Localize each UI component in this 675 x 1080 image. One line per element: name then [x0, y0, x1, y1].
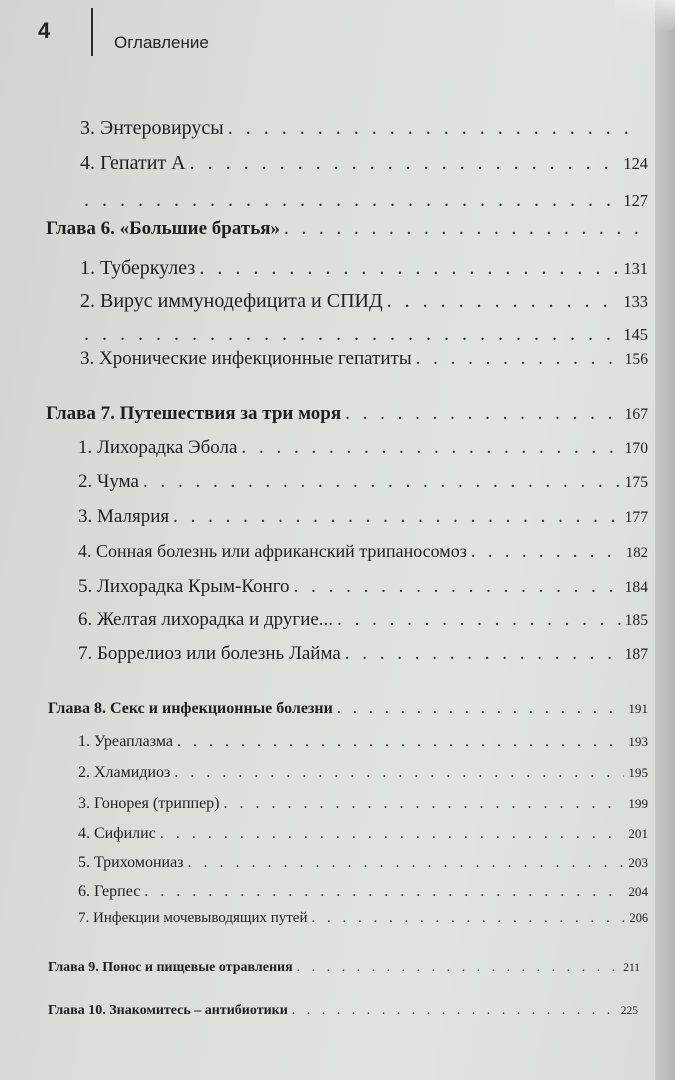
- toc-entry-title: 3. Гонорея (триппер): [78, 795, 220, 812]
- dot-leader: [416, 348, 621, 370]
- toc-entry[interactable]: [80, 152, 648, 175]
- toc-entry-page: 193: [628, 734, 648, 749]
- dot-leader: [84, 189, 619, 212]
- toc-entry-page: 182: [625, 545, 648, 561]
- dot-leader: [297, 960, 620, 976]
- toc-entry-page: 206: [629, 911, 648, 925]
- toc-entry[interactable]: [78, 910, 648, 927]
- toc-entry-page: 156: [624, 351, 648, 368]
- dot-leader: [187, 854, 624, 872]
- toc-entry-title: 4. Сифилис: [78, 825, 156, 842]
- toc-entry-page: 199: [628, 796, 648, 811]
- section-title: Оглавление: [114, 33, 209, 52]
- toc-entry-title: 1. Туберкулез: [80, 257, 196, 279]
- dot-leader: [143, 471, 621, 493]
- toc-entry-title: 7. Инфекции мочевыводящих путей: [78, 910, 308, 926]
- toc-entry[interactable]: [80, 323, 648, 346]
- toc-entry-title: 7. Боррелиоз или болезнь Лайма: [78, 643, 341, 664]
- toc-entry-title: 5. Лихорадка Крым-Конго: [78, 576, 290, 597]
- toc-entry-page: 225: [620, 1005, 638, 1017]
- toc-entry[interactable]: [78, 643, 648, 665]
- toc-entry-page: 131: [623, 259, 648, 278]
- toc-entry-title: 6. Желтая лихорадка и другие...: [78, 609, 334, 630]
- dot-leader: [224, 795, 625, 813]
- toc-entry-page: 201: [628, 826, 648, 841]
- toc-entry-title: 5. Трихомониаз: [78, 854, 184, 871]
- dot-leader: [387, 290, 620, 313]
- toc-entry-page: 124: [623, 154, 648, 173]
- dot-leader: [199, 257, 619, 280]
- page-number: 4: [38, 18, 51, 43]
- toc-entry[interactable]: [78, 471, 648, 493]
- toc-entry-page: 195: [628, 765, 648, 780]
- toc-entry[interactable]: [78, 764, 648, 782]
- toc-entry[interactable]: [78, 854, 648, 872]
- dot-leader: [84, 323, 619, 346]
- toc-entry[interactable]: [78, 733, 648, 751]
- toc-entry[interactable]: [80, 290, 648, 313]
- toc-entry-title: 3. Хронические инфекционные гепатиты: [80, 348, 412, 369]
- dot-leader: [160, 825, 625, 843]
- dot-leader: [345, 643, 621, 665]
- toc-entry-page: 167: [624, 406, 648, 423]
- toc-entry[interactable]: [78, 541, 648, 562]
- toc-entry-title: 2. Чума: [78, 471, 139, 492]
- toc-entry[interactable]: [80, 117, 640, 140]
- dot-leader: [294, 576, 621, 598]
- toc-entry[interactable]: [80, 189, 648, 212]
- toc-entry-title: 3. Энтеровирусы: [80, 117, 224, 139]
- toc-entry-title: 1. Лихорадка Эбола: [78, 437, 238, 458]
- toc-entry-title: 6. Герпес: [78, 883, 141, 900]
- toc-entry-title: Глава 10. Знакомитесь – антибиотики: [48, 1003, 288, 1018]
- toc-entry-page: 177: [624, 509, 648, 526]
- toc-entry[interactable]: [78, 506, 648, 528]
- dot-leader: [177, 733, 624, 751]
- toc-entry[interactable]: [78, 609, 648, 631]
- toc-entry-title: Глава 9. Понос и пищевые отравления: [48, 960, 293, 975]
- toc-entry[interactable]: [80, 348, 648, 370]
- toc-chapter-entry[interactable]: [48, 1003, 638, 1019]
- toc-entry-title: 3. Малярия: [78, 506, 170, 527]
- toc-entry[interactable]: [78, 576, 648, 598]
- toc-entry[interactable]: [80, 257, 648, 280]
- dot-leader: [241, 437, 620, 459]
- toc-entry-page: 191: [628, 701, 648, 716]
- toc-entry-title: Глава 7. Путешествия за три моря: [46, 403, 342, 424]
- toc-entry-title: 1. Уреаплазма: [78, 733, 173, 750]
- dot-leader: [337, 700, 625, 718]
- toc-entry-page: 203: [628, 855, 648, 870]
- toc-entry-title: 2. Вирус иммунодефицита и СПИД: [80, 290, 383, 312]
- dot-leader: [228, 117, 636, 140]
- toc-entry-title: Глава 6. «Большие братья»: [46, 218, 281, 239]
- dot-leader: [292, 1003, 617, 1019]
- toc-entry[interactable]: [78, 825, 648, 843]
- dot-leader: [284, 218, 640, 240]
- dot-leader: [174, 764, 624, 782]
- toc-entry-page: 133: [623, 292, 648, 311]
- toc-entry-page: 211: [623, 962, 640, 974]
- toc-chapter-entry[interactable]: [48, 960, 640, 976]
- dot-leader: [312, 910, 626, 927]
- toc-entry-title: 2. Хламидиоз: [78, 764, 171, 781]
- toc-entry-page: 187: [624, 646, 648, 663]
- toc-entry-title: 4. Сонная болезнь или африканский трипаносомоз: [78, 541, 467, 561]
- toc-chapter-entry[interactable]: [46, 403, 648, 425]
- toc-entry-page: 145: [623, 325, 648, 344]
- toc-entry-title: 4. Гепатит А: [80, 152, 186, 174]
- toc-entry[interactable]: [78, 883, 648, 901]
- dot-leader: [190, 152, 620, 175]
- toc-entry-page: 170: [624, 440, 648, 457]
- toc-entry[interactable]: [78, 437, 648, 459]
- dot-leader: [337, 609, 621, 631]
- dot-leader: [173, 506, 621, 528]
- dot-leader: [144, 883, 624, 901]
- dot-leader: [345, 403, 621, 425]
- toc-entry-page: 127: [623, 191, 648, 210]
- toc-entry[interactable]: [78, 795, 648, 813]
- toc-entry-title: Глава 8. Секс и инфекционные болезни: [48, 700, 333, 717]
- toc-entry-page: 204: [628, 884, 648, 899]
- dot-leader: [471, 541, 622, 562]
- toc-entry-page: 175: [624, 474, 648, 491]
- toc-entry-page: 184: [624, 579, 648, 596]
- toc-chapter-entry[interactable]: [48, 700, 648, 718]
- toc-entry-page: 185: [624, 612, 648, 629]
- toc-chapter-entry[interactable]: [46, 218, 644, 240]
